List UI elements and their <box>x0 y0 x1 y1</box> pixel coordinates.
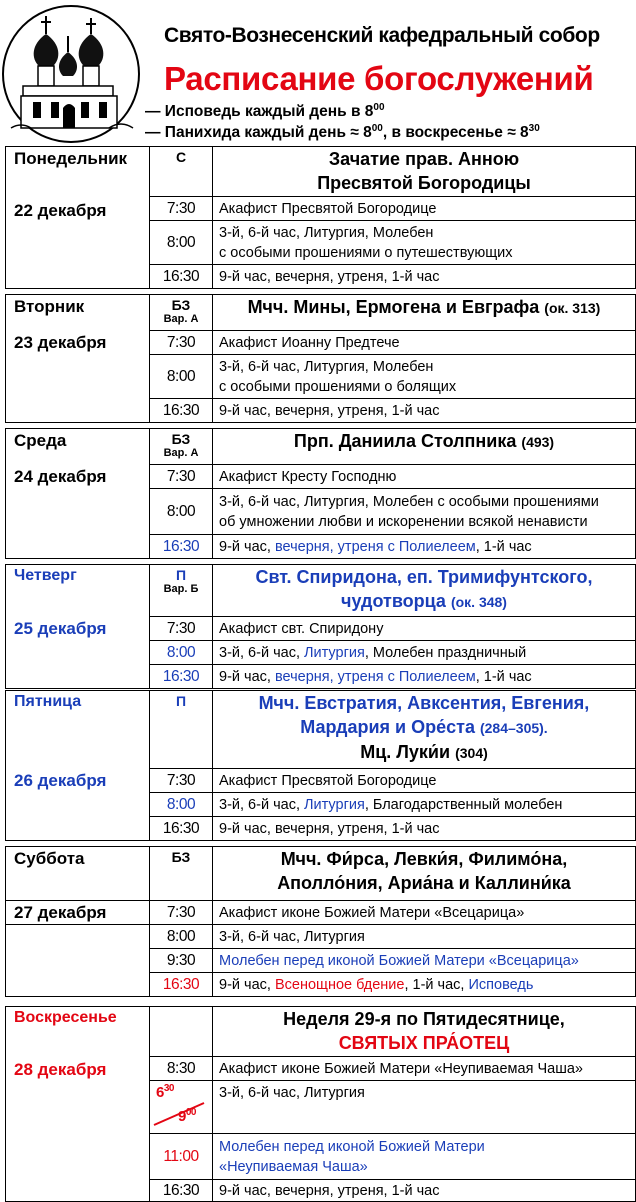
service-time: 16:30 <box>150 399 213 423</box>
day-cell <box>6 691 150 841</box>
service-time: 11:00 <box>150 1134 213 1180</box>
cathedral-domes-icon <box>1 4 141 144</box>
service-text: 9-й час, вечерня, утреня с Полиелеем, 1-й час <box>213 535 636 559</box>
day-date: 28 декабря <box>14 1060 107 1079</box>
service-code-cell <box>150 1007 213 1057</box>
service-time: 16:30 <box>150 1180 213 1202</box>
service-code-cell <box>150 147 213 197</box>
service-text: 9-й час, Всенощное бдение, 1-й час, Исповедь <box>213 973 636 997</box>
day-tuesday <box>5 294 636 423</box>
feast-title: Прп. Даниила Столпника (493) <box>213 429 636 465</box>
day-saturday <box>5 846 636 997</box>
day-thursday <box>5 564 636 689</box>
day-date-cell <box>6 901 150 925</box>
service-code: П Вар. Б <box>163 567 199 595</box>
day-cell <box>6 847 150 901</box>
service-time-double <box>150 1081 213 1134</box>
service-text: 9-й час, вечерня, утреня с Полиелеем, 1-й час <box>213 665 636 689</box>
day-cell <box>6 147 150 289</box>
service-text: 3-й, 6-й час, Литургия <box>213 1081 636 1134</box>
service-text: Акафист Пресвятой Богородице <box>213 769 636 793</box>
confession-note: — Исповедь каждый день в $8^{00}$ <box>145 102 385 120</box>
page-title: Расписание богослужений <box>164 60 594 97</box>
service-code: БЗ <box>171 849 191 865</box>
service-time: 8:00 <box>150 489 213 535</box>
service-code: БЗ Вар. А <box>163 297 199 325</box>
panikhida-note: — Панихида каждый день ≈ $8^{00}$, в воскресенье ≈ $8^{30}$ <box>145 123 540 141</box>
service-time: 16:30 <box>150 535 213 559</box>
service-text: 9-й час, вечерня, утреня, 1-й час <box>213 265 636 289</box>
cathedral-name: Свято-Вознесенский кафедральный собор <box>164 24 600 47</box>
day-sunday <box>5 1006 636 1202</box>
day-friday <box>5 690 636 841</box>
early-liturgy-time: $6^{30}$ <box>156 1083 174 1101</box>
service-time: 16:30 <box>150 817 213 841</box>
service-code: П <box>175 693 187 709</box>
day-cell <box>6 1007 150 1202</box>
day-cell <box>6 429 150 559</box>
service-time: 8:00 <box>150 641 213 665</box>
service-time: 9:30 <box>150 949 213 973</box>
service-text: 9-й час, вечерня, утреня, 1-й час <box>213 817 636 841</box>
service-time: 16:30 <box>150 265 213 289</box>
day-date: 25 декабря <box>14 619 107 638</box>
service-text: Акафист иконе Божией Матери «Всецарица» <box>213 901 636 925</box>
day-date: 24 декабря <box>14 467 107 486</box>
service-time: 8:00 <box>150 793 213 817</box>
service-text: Молебен перед иконой Божией Матери «Всецарица» <box>213 949 636 973</box>
service-time: 16:30 <box>150 973 213 997</box>
day-name: Суббота <box>14 849 85 868</box>
day-name: Пятница <box>14 693 82 710</box>
service-text: 3-й, 6-й час, Литургия, Молебен праздничный <box>213 641 636 665</box>
service-time: 8:00 <box>150 355 213 399</box>
feast-title: Зачатие прав. Анною Пресвятой Богородицы <box>213 147 636 197</box>
late-liturgy-time: $9^{00}$ <box>178 1107 196 1125</box>
day-blank-cell <box>6 925 150 997</box>
service-code-cell <box>150 429 213 465</box>
feast-title: Мчч. Мины, Ермогена и Евграфа (ок. 313) <box>213 295 636 331</box>
day-name: Четверг <box>14 567 77 584</box>
service-code-cell <box>150 691 213 769</box>
day-date: 27 декабря <box>14 903 107 922</box>
service-time: 16:30 <box>150 665 213 689</box>
day-cell <box>6 295 150 423</box>
service-time: 7:30 <box>150 331 213 355</box>
day-monday <box>5 146 636 289</box>
service-time: 7:30 <box>150 197 213 221</box>
service-text: Акафист иконе Божией Матери «Неупиваемая Чаша» <box>213 1057 636 1081</box>
service-code-cell <box>150 565 213 617</box>
day-date: 22 декабря <box>14 201 107 220</box>
service-time: 7:30 <box>150 901 213 925</box>
service-text: 3-й, 6-й час, Литургия, Молебен с особыми прошениями об умножении любви и искоренении всякой ненависти <box>213 489 636 535</box>
service-text: Акафист свт. Спиридону <box>213 617 636 641</box>
service-code: БЗ Вар. А <box>163 431 199 459</box>
service-text: 3-й, 6-й час, Литургия <box>213 925 636 949</box>
service-code-cell <box>150 847 213 901</box>
service-text: 3-й, 6-й час, Литургия, Благодарственный молебен <box>213 793 636 817</box>
service-time: 8:30 <box>150 1057 213 1081</box>
day-wednesday <box>5 428 636 559</box>
service-time: 7:30 <box>150 465 213 489</box>
day-name: Воскресенье <box>14 1009 117 1026</box>
feast-title: Мчч. Фи́рса, Левки́я, Филимо́на, Аполло́ния, Ариа́на и Каллини́ка <box>213 847 636 901</box>
feast-title: Мчч. Евстратия, Авксентия, Евгения, Мардария и Оре́ста (284–305). Мц. Луки́и (304) <box>213 691 636 769</box>
service-text: Акафист Кресту Господню <box>213 465 636 489</box>
service-text: Акафист Иоанну Предтече <box>213 331 636 355</box>
service-text: 3-й, 6-й час, Литургия, Молебен с особыми прошениями о болящих <box>213 355 636 399</box>
day-date: 26 декабря <box>14 771 107 790</box>
service-code: С <box>175 149 187 165</box>
header <box>0 0 636 146</box>
service-text: Акафист Пресвятой Богородице <box>213 197 636 221</box>
day-name: Понедельник <box>14 149 128 168</box>
service-text: Молебен перед иконой Божией Матери «Неупиваемая Чаша» <box>213 1134 636 1180</box>
service-time: 8:00 <box>150 925 213 949</box>
day-cell <box>6 565 150 689</box>
day-date: 23 декабря <box>14 333 107 352</box>
feast-title: Неделя 29-я по Пятидесятнице, СВЯТЫХ ПРА́ОТЕЦ <box>213 1007 636 1057</box>
feast-title: Свт. Спиридона, еп. Тримифунтского, чудотворца (ок. 348) <box>213 565 636 617</box>
day-name: Вторник <box>14 297 85 316</box>
service-text: 9-й час, вечерня, утреня, 1-й час <box>213 1180 636 1202</box>
service-time: 7:30 <box>150 769 213 793</box>
service-code-cell <box>150 295 213 331</box>
service-text: 3-й, 6-й час, Литургия, Молебен с особыми прошениями о путешествующих <box>213 221 636 265</box>
service-time: 7:30 <box>150 617 213 641</box>
day-name: Среда <box>14 431 67 450</box>
service-text: 9-й час, вечерня, утреня, 1-й час <box>213 399 636 423</box>
service-time: 8:00 <box>150 221 213 265</box>
